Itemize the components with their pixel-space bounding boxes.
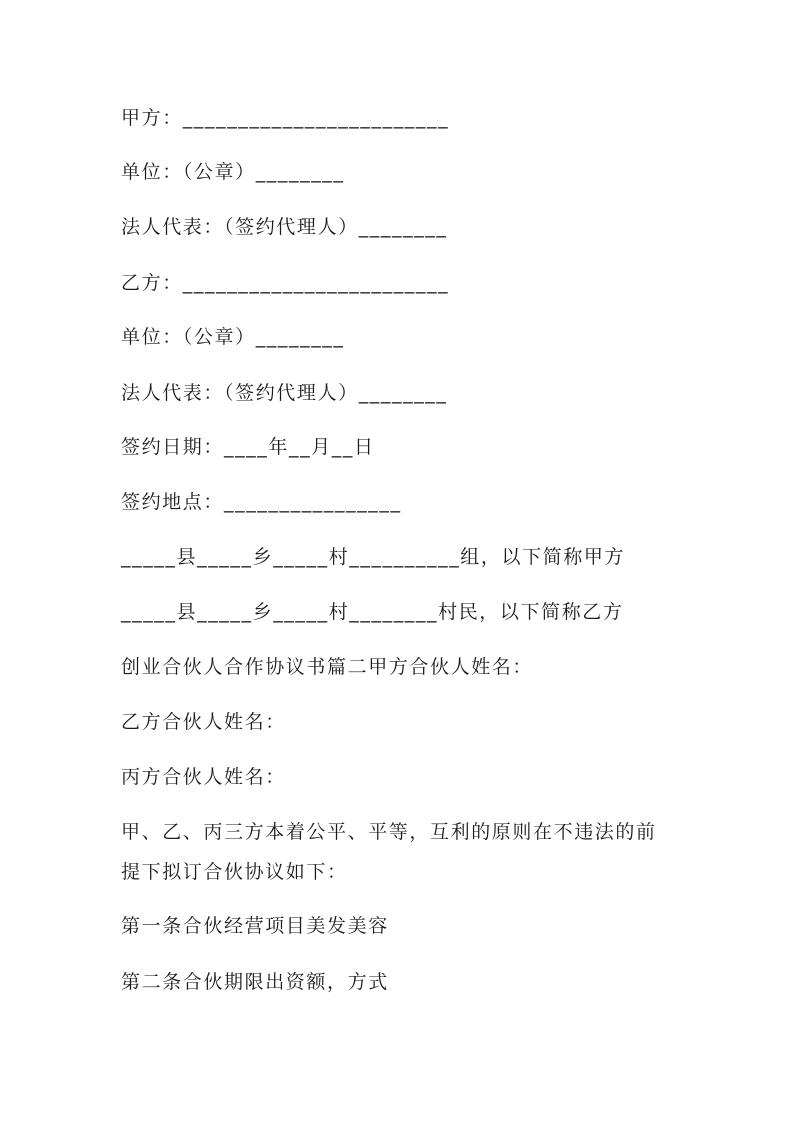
party-b-address-line: _____县_____乡_____村________村民，以下简称乙方 [121,601,624,623]
party-b-unit-seal-line: 单位：（公章）________ [121,326,345,348]
party-b-partner-name-line: 乙方合伙人姓名： [121,711,286,733]
signing-date-line: 签约日期：____年__月__日 [121,436,375,458]
party-a-unit-seal-line: 单位：（公章）________ [121,161,345,183]
principle-paragraph-line-2: 提下拟订合伙协议如下： [121,861,348,883]
signing-place-line: 签约地点：________________ [121,491,402,513]
party-b-line: 乙方：________________________ [121,272,450,294]
party-b-legal-rep-line: 法人代表：（签约代理人）________ [121,382,448,404]
article-two-line: 第二条合伙期限出资额，方式 [121,971,389,993]
party-a-line: 甲方：________________________ [121,107,450,129]
party-c-partner-name-line: 丙方合伙人姓名： [121,766,286,788]
principle-paragraph-line-1: 甲、乙、丙三方本着公平、平等，互利的原则在不违法的前 [121,821,657,843]
section-two-party-a-name-line: 创业合伙人合作协议书篇二甲方合伙人姓名： [121,656,534,678]
party-a-legal-rep-line: 法人代表：（签约代理人）________ [121,216,448,238]
party-a-address-line: _____县_____乡_____村__________组，以下简称甲方 [121,546,626,568]
article-one-line: 第一条合伙经营项目美发美容 [121,915,389,937]
